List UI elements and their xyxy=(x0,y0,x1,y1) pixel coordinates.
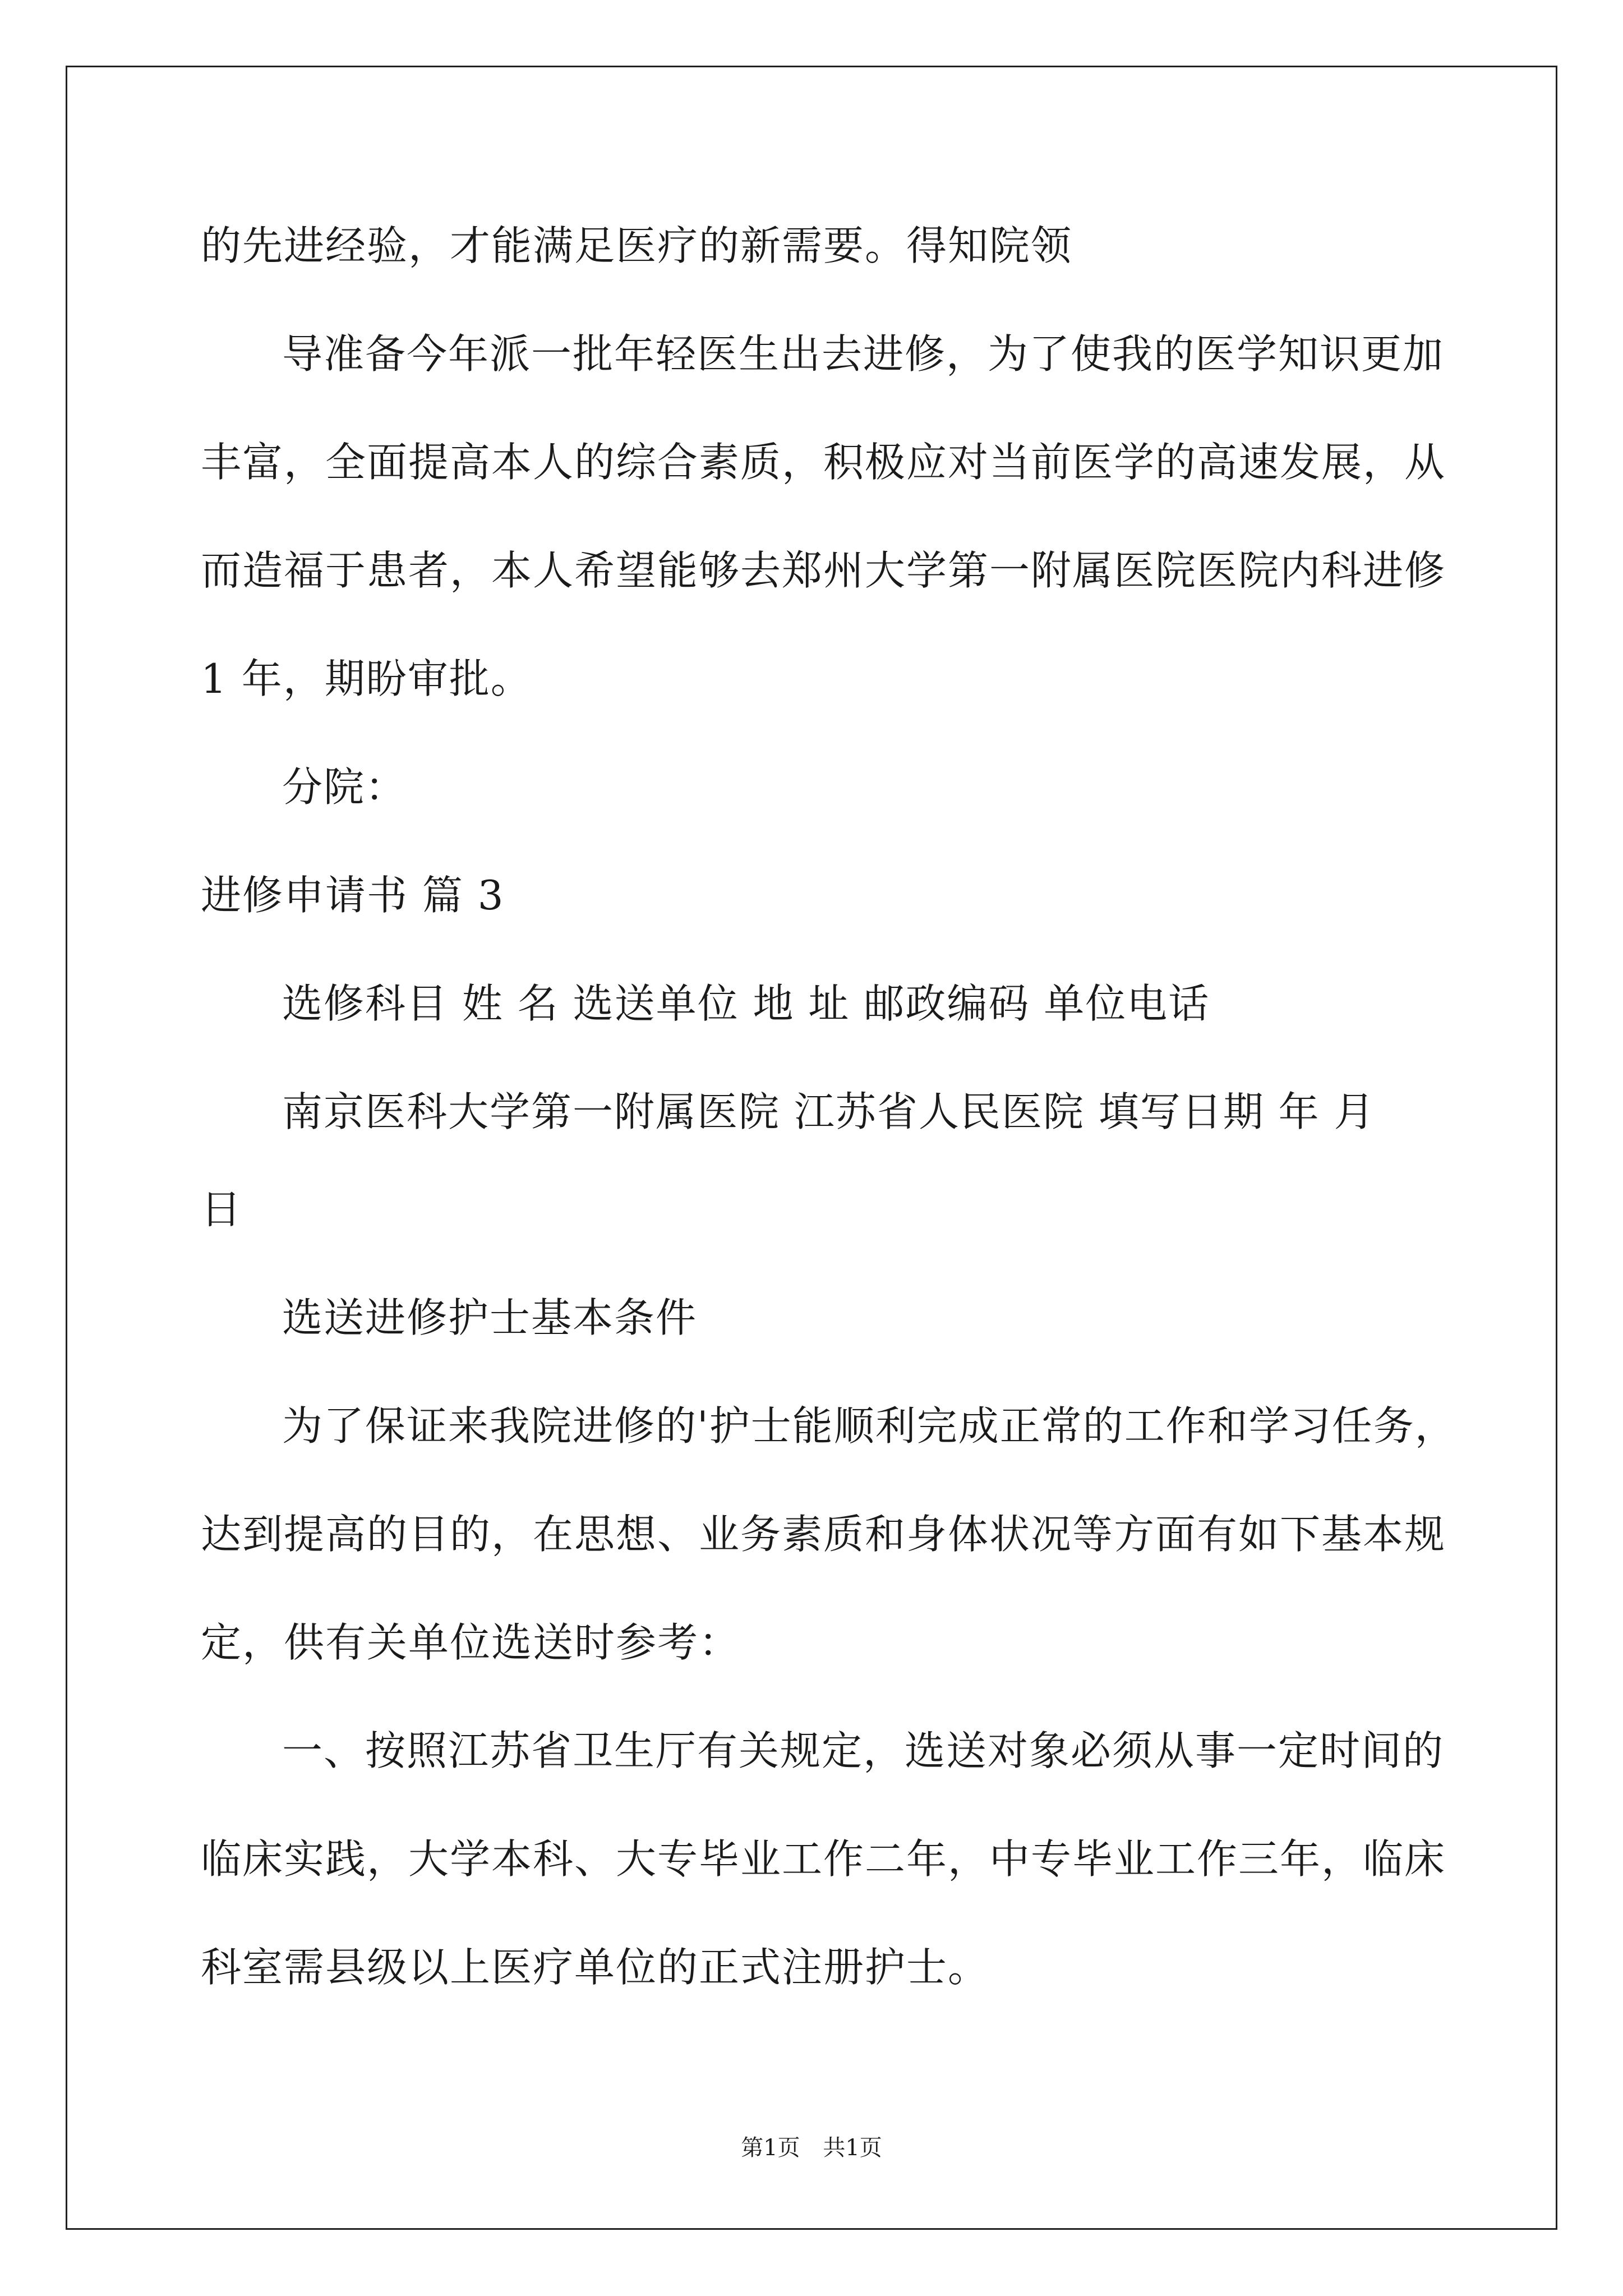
body-line-16: 临床实践，大学本科、大专毕业工作二年，中专毕业工作三年，临床 xyxy=(201,1835,1446,1883)
body-line-8: 选修科目 姓 名 选送单位 地 址 邮政编码 单位电话 xyxy=(282,980,1210,1027)
body-line-4: 而造福于患者，本人希望能够去郑州大学第一附属医院医院内科进修 xyxy=(201,547,1446,594)
body-line-6: 分院： xyxy=(282,763,407,811)
body-line-2: 导准备今年派一批年轻医生出去进修，为了使我的医学知识更加 xyxy=(282,330,1445,378)
body-line-14: 定，供有关单位选送时参考： xyxy=(201,1619,741,1666)
body-line-11: 选送进修护士基本条件 xyxy=(282,1294,698,1341)
page-total: 共1页 xyxy=(823,2135,882,2161)
page-border xyxy=(66,66,1557,2230)
body-line-3: 丰富，全面提高本人的综合素质，积极应对当前医学的高速发展，从 xyxy=(201,439,1446,486)
section-heading: 进修申请书 篇 3 xyxy=(201,872,505,919)
body-line-10: 日 xyxy=(201,1186,243,1233)
body-line-17: 科室需县级以上医疗单位的正式注册护士。 xyxy=(201,1944,990,1991)
body-line-1: 的先进经验，才能满足医疗的新需要。得知院领 xyxy=(201,222,1073,269)
body-line-9: 南京医科大学第一附属医院 江苏省人民医院 填写日期 年 月 xyxy=(282,1088,1376,1135)
body-line-15: 一、按照江苏省卫生厅有关规定，选送对象必须从事一定时间的 xyxy=(282,1727,1445,1774)
body-line-13: 达到提高的目的，在思想、业务素质和身体状况等方面有如下基本规 xyxy=(201,1511,1446,1558)
body-line-12: 为了保证来我院进修的'护士能顺利完成正常的工作和学习任务， xyxy=(282,1402,1456,1450)
body-line-5: 1 年，期盼审批。 xyxy=(201,655,532,702)
page-footer xyxy=(0,2134,1623,2162)
page-number: 第1页 xyxy=(741,2135,800,2161)
